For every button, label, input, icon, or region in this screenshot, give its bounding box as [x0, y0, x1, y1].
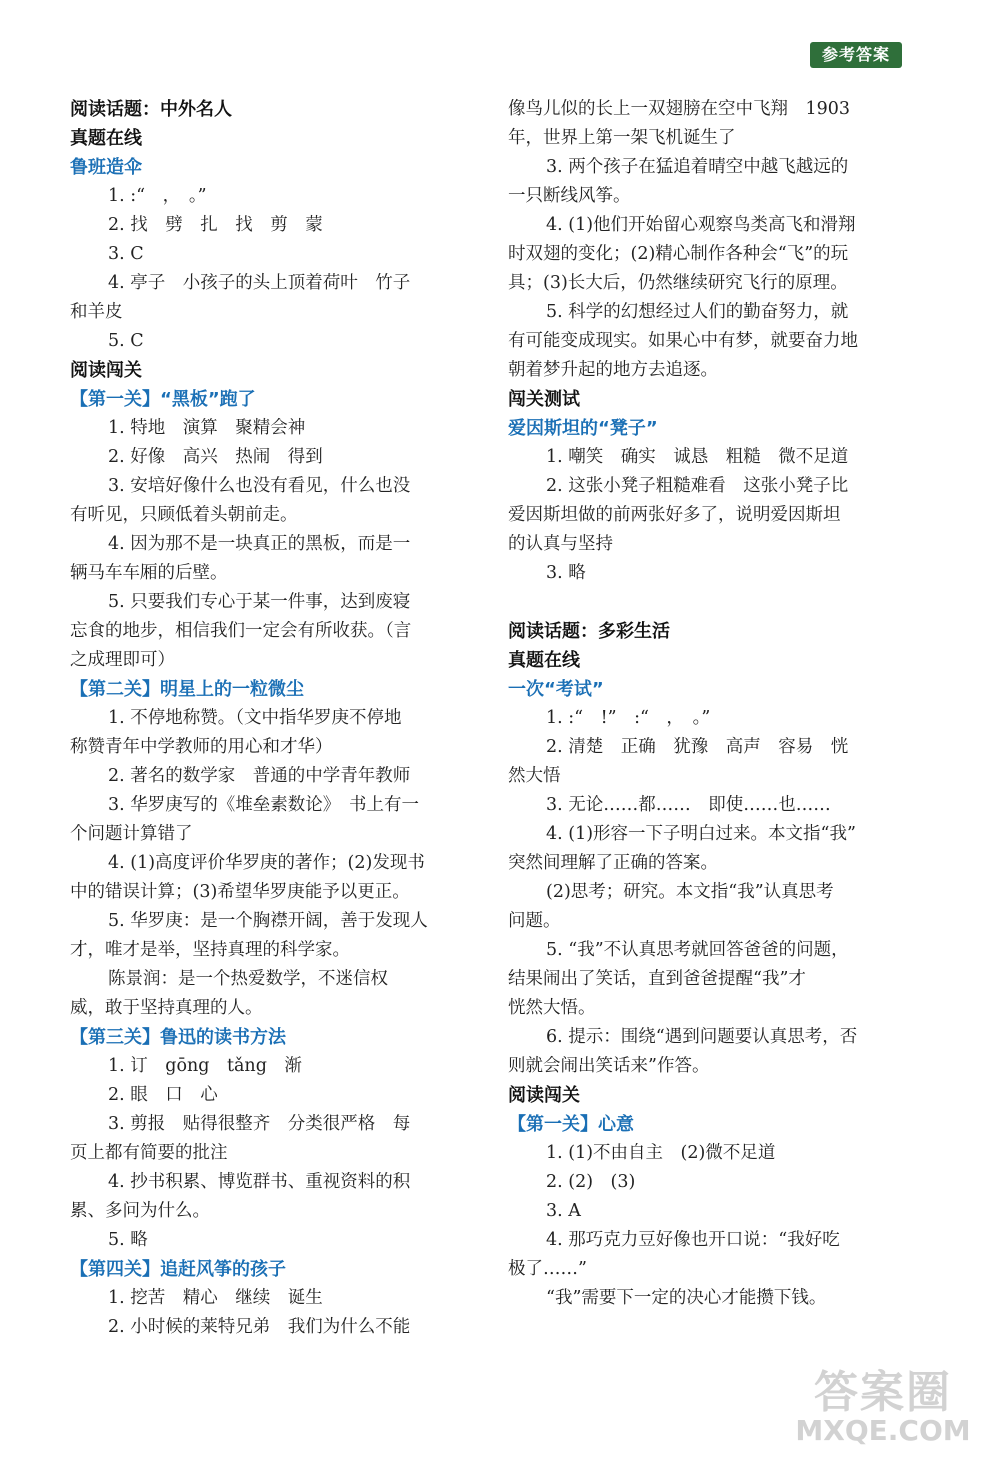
- section-heading: 阅读闯关: [508, 1085, 580, 1106]
- answer-line: 3. 华罗庚写的《堆垒素数论》 书上有一: [108, 795, 420, 815]
- passage-title: 鲁班造伞: [70, 157, 142, 178]
- answer-line: 1. 订 gōng tǎng 渐: [108, 1056, 302, 1076]
- answer-line: 2. 好像 高兴 热闹 得到: [108, 447, 323, 467]
- answer-line: 爱因斯坦做的前两张好多了，说明爱因斯坦: [508, 505, 841, 525]
- answer-line: 1. (1)不由自主 (2)微不足道: [546, 1143, 776, 1163]
- passage-title: 【第三关】鲁迅的读书方法: [70, 1027, 286, 1048]
- answer-line: (2)思考；研究。本文指“我”认真思考: [546, 882, 834, 902]
- answer-line: 问题。: [508, 911, 561, 931]
- answer-line: 4. (1)他们开始留心观察鸟类高飞和滑翔: [546, 215, 856, 235]
- answer-line: 4. 亭子 小孩子的头上顶着荷叶 竹子: [108, 273, 411, 293]
- answer-line: 5. 科学的幻想经过人们的勤奋努力，就: [546, 302, 849, 322]
- watermark-logo: [772, 1367, 994, 1450]
- answer-line: 3. 安培好像什么也没有看见，什么也没: [108, 476, 411, 496]
- answer-line: 结果闹出了笑话，直到爸爸提醒“我”才: [508, 969, 806, 989]
- answer-line: 5. 只要我们专心于某一件事，达到废寝: [108, 592, 411, 612]
- answer-line: 3. 两个孩子在猛追着晴空中越飞越远的: [546, 157, 849, 177]
- answer-line: 3. 剪报 贴得很整齐 分类很严格 每: [108, 1114, 411, 1134]
- answer-line: 5. C: [108, 331, 144, 351]
- answer-line: 2. (2) (3): [546, 1172, 636, 1192]
- answer-line: 4. 抄书积累、博览群书、重视资料的积: [108, 1172, 411, 1192]
- answer-line: 5. 华罗庚：是一个胸襟开阔，善于发现人: [108, 911, 428, 931]
- answer-line: 极了……”: [508, 1259, 587, 1279]
- section-heading: 真题在线: [70, 128, 142, 149]
- answer-line: 3. C: [108, 244, 144, 264]
- answer-line: 2. 找 劈 扎 找 剪 蒙: [108, 215, 323, 235]
- answer-line: 年，世界上第一架飞机诞生了: [508, 128, 736, 148]
- answer-line: 然大悟: [508, 766, 561, 786]
- answer-line: 则就会闹出笑话来”作答。: [508, 1056, 710, 1076]
- passage-title: 【第一关】心意: [508, 1114, 634, 1135]
- answer-line: 3. 略: [546, 563, 586, 583]
- answer-line: 中的错误计算；(3)希望华罗庚能予以更正。: [70, 882, 410, 902]
- passage-title: 一次“考试”: [508, 679, 604, 700]
- answer-line: 6. 提示：围绕“遇到问题要认真思考，否: [546, 1027, 858, 1047]
- section-heading: 闯关测试: [508, 389, 580, 410]
- answer-line: 页上都有简要的批注: [70, 1143, 228, 1163]
- answer-line: 辆马车车厢的后壁。: [70, 563, 228, 583]
- answer-line: 1. :“ !” :“ ， 。”: [546, 708, 711, 728]
- answer-line: 2. 著名的数学家 普通的中学青年教师: [108, 766, 411, 786]
- answer-line: 2. 这张小凳子粗糙难看 这张小凳子比: [546, 476, 849, 496]
- answer-line: 1. 挖苦 精心 继续 诞生: [108, 1288, 323, 1308]
- right-column: [508, 95, 908, 1313]
- answer-line: 才，唯才是举，坚持真理的科学家。: [70, 940, 350, 960]
- answer-line: 有可能变成现实。如果心中有梦，就要奋力地: [508, 331, 858, 351]
- section-heading: 真题在线: [508, 650, 580, 671]
- passage-title: 爱因斯坦的“凳子”: [508, 418, 658, 439]
- answer-line: 陈景润：是一个热爱数学，不迷信权: [108, 969, 388, 989]
- section-heading: 阅读话题：中外名人: [70, 99, 232, 120]
- answer-line: 2. 清楚 正确 犹豫 高声 容易 恍: [546, 737, 849, 757]
- answer-line: 3. 无论……都…… 即使……也……: [546, 795, 831, 815]
- passage-title: 【第四关】追赶风筝的孩子: [70, 1259, 286, 1280]
- answer-line: 突然间理解了正确的答案。: [508, 853, 718, 873]
- answer-line: 2. 眼 口 心: [108, 1085, 218, 1105]
- passage-title: 【第一关】“黑板”跑了: [70, 389, 256, 410]
- watermark-logo-text: 答案圈: [814, 1367, 952, 1418]
- answer-line: 有听见，只顾低着头朝前走。: [70, 505, 298, 525]
- answer-line: 1. 嘲笑 确实 诚恳 粗糙 微不足道: [546, 447, 849, 467]
- answer-line: 朝着梦升起的地方去追逐。: [508, 360, 718, 380]
- answer-key-badge: 参考答案: [810, 42, 902, 68]
- section-heading: 阅读话题：多彩生活: [508, 621, 670, 642]
- section-heading: 阅读闯关: [70, 360, 142, 381]
- left-column: [70, 95, 470, 1342]
- answer-line: 的认真与坚持: [508, 534, 613, 554]
- answer-line: 4. 那巧克力豆好像也开口说：“我好吃: [546, 1230, 840, 1250]
- answer-line: 5. 略: [108, 1230, 148, 1250]
- answer-line: “我”需要下一定的决心才能攒下钱。: [546, 1288, 827, 1308]
- answer-line: 威，敢于坚持真理的人。: [70, 998, 263, 1018]
- answer-line: 和羊皮: [70, 302, 123, 322]
- answer-line: 4. 因为那不是一块真正的黑板，而是一: [108, 534, 411, 554]
- answer-line: 2. 小时候的莱特兄弟 我们为什么不能: [108, 1317, 411, 1337]
- answer-line: 1. 不停地称赞。（文中指华罗庚不停地: [108, 708, 402, 728]
- answer-line: 时双翅的变化；(2)精心制作各种会“飞”的玩: [508, 244, 849, 264]
- answer-line: 4. (1)高度评价华罗庚的著作；(2)发现书: [108, 853, 425, 873]
- answer-line: 称赞青年中学教师的用心和才华）: [70, 737, 333, 757]
- answer-line: 具；(3)长大后，仍然继续研究飞行的原理。: [508, 273, 848, 293]
- passage-title: 【第二关】明星上的一粒微尘: [70, 679, 304, 700]
- answer-line: 累、多问为什么。: [70, 1201, 210, 1221]
- answer-line: 1. 特地 演算 聚精会神: [108, 418, 306, 438]
- watermark-url: MXQE.COM: [795, 1414, 971, 1447]
- answer-line: 忘食的地步，相信我们一定会有所收获。（言: [70, 621, 412, 641]
- answer-line: 之成理即可）: [70, 650, 175, 670]
- answer-line: 一只断线风筝。: [508, 186, 631, 206]
- answer-line: 像鸟儿似的长上一双翅膀在空中飞翔 1903: [508, 99, 851, 119]
- spacer: [508, 588, 908, 617]
- answer-line: 3. A: [546, 1201, 581, 1221]
- answer-line: 恍然大悟。: [508, 998, 596, 1018]
- answer-line: 5. “我”不认真思考就回答爸爸的问题，: [546, 940, 849, 960]
- answer-line: 4. (1)形容一下子明白过来。本文指“我”: [546, 824, 856, 844]
- answer-line: 1. :“ ， 。”: [108, 186, 207, 206]
- answer-line: 个问题计算错了: [70, 824, 193, 844]
